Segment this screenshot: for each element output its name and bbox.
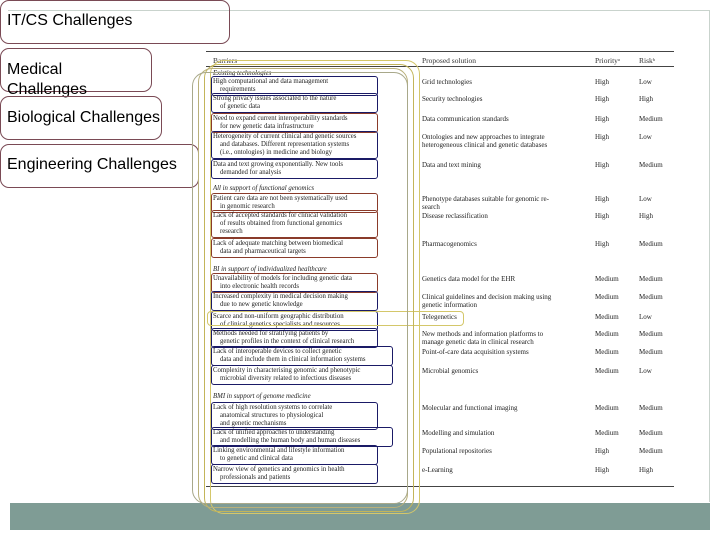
barrier-line: of results obtained from functional genomics [220, 220, 343, 227]
barrier-line: Linking environmental and lifestyle information [213, 447, 345, 454]
header-risk: Riskᵇ [639, 56, 656, 65]
risk-value: Medium [639, 348, 663, 356]
barrier-line: Lack of accepted standards for clinical validation [213, 212, 347, 219]
risk-value: Medium [639, 293, 663, 301]
priority-value: Medium [595, 313, 619, 321]
barrier-line: anatomical structures to physiological [220, 412, 324, 419]
slide-frame-right [709, 10, 710, 502]
barrier-line: due to new genetic knowledge [220, 301, 303, 308]
section-title: BMI in support of genome medicine [213, 393, 311, 400]
priority-value: High [595, 447, 609, 455]
proposed-solution: Telegenetics [422, 313, 457, 321]
risk-value: Medium [639, 429, 663, 437]
barrier-line: Complexity in characterising genomic and phenotypic [213, 367, 361, 374]
proposed-solution: genetic information [422, 301, 478, 309]
risk-value: Medium [639, 447, 663, 455]
barrier-line: and modelling the human body and human diseases [220, 437, 361, 444]
proposed-solution: Data communication standards [422, 115, 509, 123]
proposed-solution: heterogeneous clinical and genetic databases [422, 141, 548, 149]
barrier-line: Need to expand current interoperability standards [213, 115, 348, 122]
risk-value: Low [639, 367, 652, 375]
barrier-line: High computational and data management [213, 78, 329, 85]
barrier-line: Unavailability of models for including genetic data [213, 275, 352, 282]
risk-value: High [639, 466, 653, 474]
priority-value: High [595, 133, 609, 141]
barrier-line: Lack of unified approaches to understanding [213, 429, 335, 436]
barrier-line: data and include them in clinical information systems [220, 356, 366, 363]
barrier-line: Heterogeneity of current clinical and genetic sources [213, 133, 357, 140]
barrier-line: genetic profiles in the context of clinical research [220, 338, 355, 345]
proposed-solution: Microbial genomics [422, 367, 479, 375]
barrier-line: data and pharmaceutical targets [220, 248, 306, 255]
barrier-line: microbial diversity related to infectious diseases [220, 375, 352, 382]
barrier-line: requirements [220, 86, 256, 93]
barrier-line: Strong privacy issues associated to the nature [213, 95, 337, 102]
priority-value: High [595, 161, 609, 169]
section-title: Existing technologies [213, 70, 272, 77]
proposed-solution: New methods and information platforms to [422, 330, 544, 338]
barrier-line: into electronic health records [220, 283, 300, 290]
priority-value: High [595, 240, 609, 248]
risk-value: Medium [639, 161, 663, 169]
risk-value: Low [639, 313, 652, 321]
priority-value: Medium [595, 293, 619, 301]
risk-value: High [639, 95, 653, 103]
engineering-label: Engineering Challenges [7, 156, 177, 173]
header-priority: Priorityᵃ [595, 56, 620, 65]
risk-value: Low [639, 195, 652, 203]
barrier-line: Scarce and non-uniform geographic distribution [213, 313, 344, 320]
barrier-line: of clinical genetics specialists and resources [220, 321, 340, 328]
barrier-line: Lack of adequate matching between biomedical [213, 240, 344, 247]
barrier-line: Data and text growing exponentially. New tools [213, 161, 343, 168]
priority-value: High [595, 78, 609, 86]
priority-value: High [595, 212, 609, 220]
proposed-solution: Modelling and simulation [422, 429, 495, 437]
barrier-line: (i.e., ontologies) in medicine and biology [220, 149, 333, 156]
priority-value: Medium [595, 330, 619, 338]
barrier-line: for new genetic data infrastructure [220, 123, 314, 130]
biological-label: Biological Challenges [7, 109, 160, 126]
barrier-line: and genetic mechanisms [220, 420, 287, 427]
priority-value: High [595, 195, 609, 203]
barrier-line: research [220, 228, 243, 235]
priority-value: Medium [595, 429, 619, 437]
proposed-solution: Pharmacogenomics [422, 240, 477, 248]
proposed-solution: e-Learning [422, 466, 453, 474]
risk-value: High [639, 212, 653, 220]
proposed-solution: Security technologies [422, 95, 483, 103]
risk-value: Medium [639, 330, 663, 338]
medical-label: Medical Challenges [7, 61, 88, 98]
priority-value: Medium [595, 348, 619, 356]
barrier-line: Increased complexity in medical decision making [213, 293, 348, 300]
risk-value: Medium [639, 404, 663, 412]
barrier-line: Narrow view of genetics and genomics in health [213, 466, 345, 473]
section-title: All in support of functional genomics [213, 185, 315, 192]
priority-value: Medium [595, 404, 619, 412]
barrier-line: Lack of interoperable devices to collect genetic [213, 348, 342, 355]
header-proposed-solution: Proposed solution [422, 56, 476, 65]
proposed-solution: Data and text mining [422, 161, 481, 169]
barrier-line: and databases. Different representation systems [220, 141, 350, 148]
priority-value: High [595, 466, 609, 474]
risk-value: Medium [639, 275, 663, 283]
risk-value: Low [639, 78, 652, 86]
proposed-solution: search [422, 203, 440, 211]
proposed-solution: Phenotype databases suitable for genomic re- [422, 195, 549, 203]
proposed-solution: Disease reclassification [422, 212, 488, 220]
barrier-line: professionals and patients [220, 474, 291, 481]
risk-value: Low [639, 133, 652, 141]
priority-value: Medium [595, 275, 619, 283]
barrier-line: of genetic data [220, 103, 261, 110]
barrier-line: Lack of high resolution systems to correlate [213, 404, 333, 411]
proposed-solution: Grid technologies [422, 78, 472, 86]
priority-value: High [595, 115, 609, 123]
proposed-solution: Point-of-care data acquisition systems [422, 348, 529, 356]
barrier-line: in genomic research [220, 203, 275, 210]
proposed-solution: Clinical guidelines and decision making using [422, 293, 552, 301]
proposed-solution: manage genetic data in clinical research [422, 338, 534, 346]
proposed-solution: Populational repositories [422, 447, 492, 455]
section-title: BI in support of individualized healthcare [213, 266, 327, 273]
proposed-solution: Ontologies and new approaches to integrate [422, 133, 545, 141]
header-barriers: Barriers [213, 56, 238, 65]
risk-value: Medium [639, 240, 663, 248]
priority-value: High [595, 95, 609, 103]
barrier-line: Patient care data are not been systematically used [213, 195, 348, 202]
barrier-line: Methods needed for stratifying patients by [213, 330, 329, 337]
priority-value: Medium [595, 367, 619, 375]
engineering-group-box [192, 72, 408, 504]
barrier-line: demanded for analysis [220, 169, 282, 176]
risk-value: Medium [639, 115, 663, 123]
table-top-rule [206, 51, 674, 52]
proposed-solution: Genetics data model for the EHR [422, 275, 516, 283]
barrier-line: to genetic and clinical data [220, 455, 293, 462]
it-cs-label: IT/CS Challenges [7, 12, 133, 29]
proposed-solution: Molecular and functional imaging [422, 404, 518, 412]
